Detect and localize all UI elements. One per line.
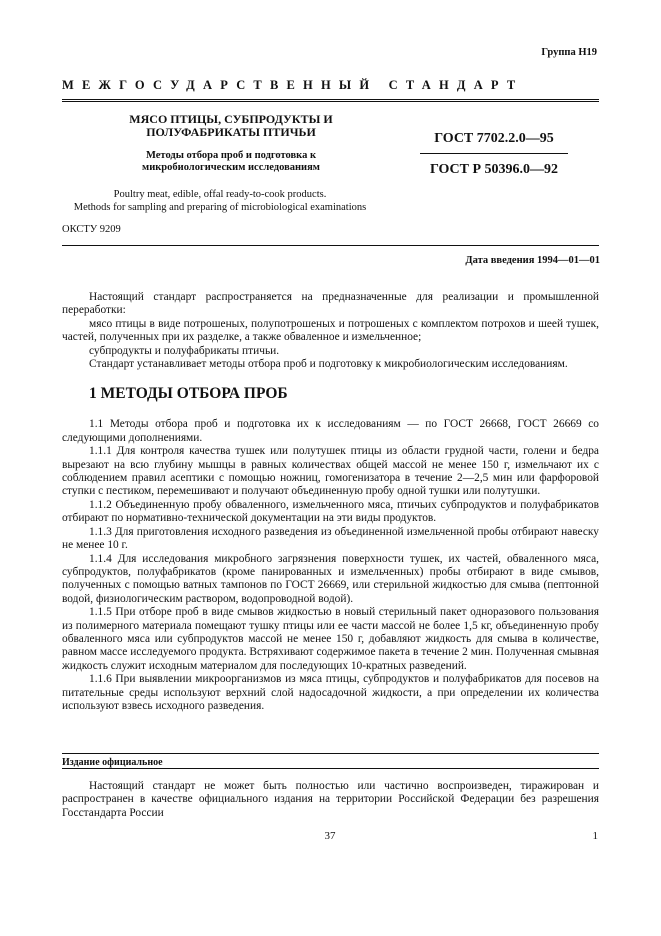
english-title-line-2: Methods for sampling and preparing of microbiological examinations: [73, 202, 367, 213]
section-paragraph: 1.1.4 Для исследования микробного загрязнения поверхности тушек, их частей, обваленного мяса, субпродуктов, полуфабрикатов (кроме панированных и измельченных) пробы отбирают в виде смывов, полученных с помощью ватных тампонов по ГОСТ 26669, или стерильной жидкостью для смыва (пептонной водой, физиологическим раствором, водопроводной водой).: [62, 552, 599, 605]
header-rule-bottom: [62, 101, 599, 102]
gost-number-2: ГОСТ Р 50396.0—92: [429, 162, 559, 177]
document-title: МЯСО ПТИЦЫ, СУБПРОДУКТЫ И ПОЛУФАБРИКАТЫ ПТИЧЬИ: [129, 112, 333, 139]
section-heading: 1 МЕТОДЫ ОТБОРА ПРОБ: [89, 385, 288, 403]
gost-divider: [420, 153, 568, 154]
official-rule: [62, 753, 599, 754]
section-paragraph: 1.1.3 Для приготовления исходного разведения из объединенной измельченной пробы отбирают навеску не менее 10 г.: [62, 525, 599, 552]
gost-number-1: ГОСТ 7702.2.0—95: [434, 131, 554, 146]
copyright-note: [62, 780, 599, 820]
copyright-paragraph: Настоящий стандарт не может быть полностью или частично воспроизведен, тиражирован и распространен в качестве официального издания на территории Российской Федерации без разрешения Госстандарта России: [62, 780, 599, 819]
section-paragraph: 1.1.2 Объединенную пробу обваленного, измельченного мяса, птичьих субпродуктов и полуфабрикатов отбирают по нормативно-технической документации на эти виды продуктов.: [62, 498, 599, 525]
standard-header: МЕЖГОСУДАРСТВЕННЫЙ СТАНДАРТ: [62, 78, 524, 92]
english-title-line-1: Poultry meat, edible, offal ready-to-cook products.: [113, 189, 327, 200]
intro-paragraph: Настоящий стандарт распространяется на предназначенные для реализации и промышленной переработки:: [62, 291, 599, 317]
document-body: [62, 291, 599, 713]
section-paragraph: 1.1 Методы отбора проб и подготовка их к исследованиям — по ГОСТ 26668, ГОСТ 26669 со следующими дополнениями.: [62, 418, 599, 444]
okstu-rule: [62, 245, 599, 246]
page-number: 37: [324, 830, 336, 842]
introduction-date: Дата введения 1994—01—01: [465, 255, 600, 266]
okstu-code: ОКСТУ 9209: [62, 224, 121, 235]
section-paragraph: 1.1.1 Для контроля качества тушек или полутушек птицы из области грудной части, голени и бедра вырезают на всю глубину мышцы в равных количествах общей массой не менее 150 г, измельчают их с соблюдением правил асептики с помощью ножниц, гомогенизатора в течение 2—2,5 мин или фарфоровой ступки с пестиком, перемешивают и получают объединенную пробу одной тушки или полутушки.: [62, 445, 599, 498]
official-edition-label: Издание официальное: [62, 757, 163, 768]
official-underline: [62, 768, 599, 769]
document-subtitle: Методы отбора проб и подготовка к микробиологическим исследованиям: [142, 150, 320, 173]
sheet-number: 1: [592, 830, 598, 842]
intro-paragraph: мясо птицы в виде потрошеных, полупотрошеных и потрошеных с комплектом потрохов и шеей тушек, частей, полученных при их разделке, а также обваленное и измельченное;: [62, 317, 599, 344]
intro-paragraph: Стандарт устанавливает методы отбора проб и подготовку к микробиологическим исследованиям.: [89, 358, 568, 371]
section-paragraph: 1.1.5 При отборе проб в виде смывов жидкостью в новый стерильный пакет одноразового пользования из полимерного материала помещают тушку птицы или ее части массой не более 1,5 кг, объединенную пробу обваленного мяса или субпродуктов массой не менее 150 г, добавляют жидкость для смыва в количестве, равном массе исследуемого продукта. Встряхивают содержимое пакета в течение 2 мин. Полученная смывная жидкость служит исходным материалом для последующих 10-кратных разведений.: [62, 606, 599, 672]
header-rule-top: [62, 99, 599, 100]
intro-paragraph: субпродукты и полуфабрикаты птичьи.: [89, 344, 280, 357]
group-label: Группа Н19: [541, 47, 597, 58]
english-title: [62, 188, 378, 214]
section-paragraph: 1.1.6 При выявлении микроорганизмов из мяса птицы, субпродуктов и полуфабрикатов для посевов на питательные среды используют верхний слой надосадочной жидкости, а при определении их количества используют взвесь исходного разведения.: [62, 673, 599, 712]
